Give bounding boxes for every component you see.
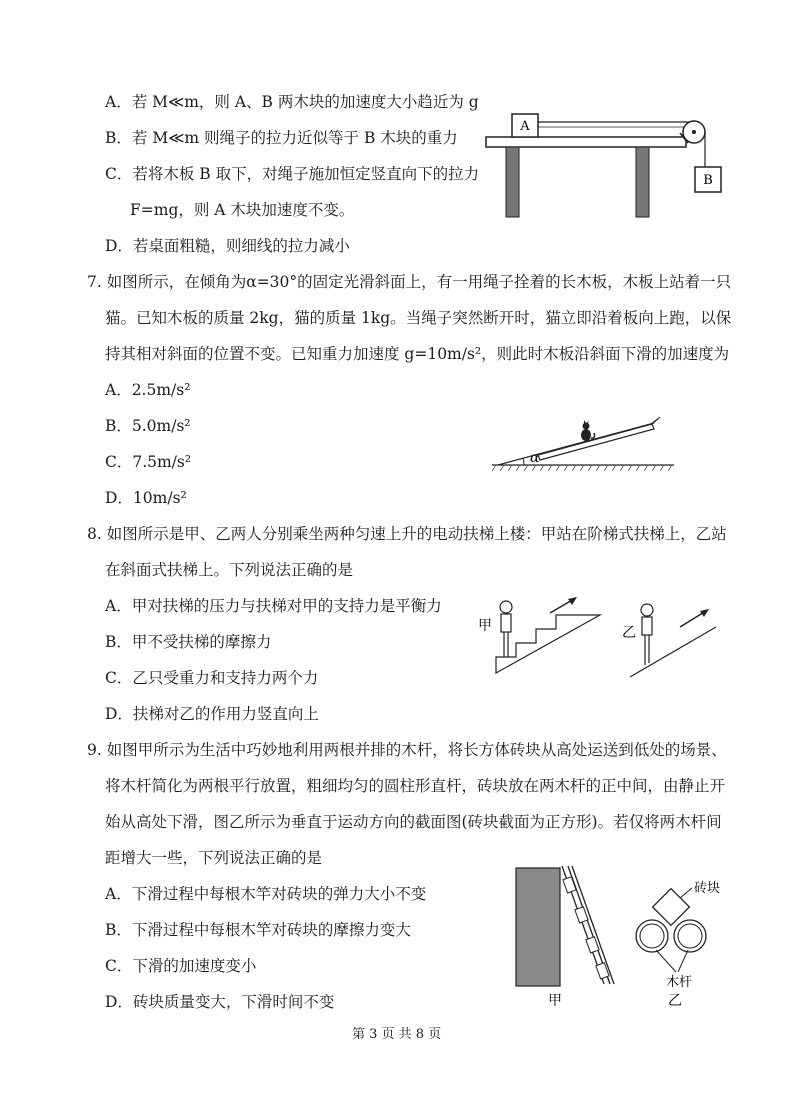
pole-left	[636, 920, 668, 952]
q7-option-c: C．7.5m/s²	[105, 453, 192, 471]
brick-label: 砖块	[694, 881, 721, 896]
q7-option-d: D．10m/s²	[105, 489, 187, 507]
pole-label: 木杆	[666, 975, 693, 990]
q6-figure-table-pulley	[480, 105, 730, 220]
q8-option-a: A．甲对扶梯的压力与扶梯对甲的支持力是平衡力	[105, 597, 442, 615]
q8-option-c: C．乙只受重力和支持力两个力	[105, 669, 319, 687]
angle-alpha-label: α	[530, 450, 540, 466]
q8-figure-escalators	[470, 585, 720, 680]
table-leg-left	[506, 147, 519, 217]
block-b-label: B	[703, 173, 713, 188]
stair-escalator	[496, 615, 600, 673]
wall	[516, 868, 560, 986]
table-top	[486, 137, 686, 147]
angle-arc	[523, 458, 524, 465]
page-footer: 第 3 页 共 8 页	[352, 1027, 442, 1042]
pole-right	[674, 920, 706, 952]
poles-with-bricks	[562, 866, 614, 984]
motion-arrow-jia	[550, 597, 577, 613]
q9-stem-line3: 始从高处下滑，图乙所示为垂直于运动方向的截面图(砖块截面为正方形)。若仅将两木杆间	[105, 813, 722, 831]
figure-jia-caption: 甲	[548, 993, 562, 1009]
q7-stem-line2: 猫。已知木板的质量 2kg，猫的质量 1kg。当绳子突然断开时，猫立即沿着板向上跑，以保	[105, 309, 732, 327]
q9-stem-line4: 距增大一些，下列说法正确的是	[105, 849, 323, 867]
q9-figure-jia	[510, 862, 620, 1010]
q6-option-b: B．若 M≪m 则绳子的拉力近似等于 B 木块的重力	[105, 129, 458, 147]
q9-stem-line1: 9. 如图甲所示为生活中巧妙地利用两根并排的木杆，将长方体砖块从高处运送到低处的场景、	[87, 741, 727, 759]
q7-option-b: B．5.0m/s²	[105, 417, 191, 435]
person-jia	[500, 601, 512, 657]
q8-option-b: B．甲不受扶梯的摩擦力	[105, 633, 272, 651]
block-a-label: A	[520, 119, 530, 134]
q7-figure-incline	[488, 395, 678, 475]
q6-option-c-line1: C．若将木板 B 取下，对绳子施加恒定竖直向下的拉力	[105, 165, 480, 183]
person-yi-label: 乙	[622, 625, 636, 641]
plank	[538, 424, 654, 460]
q8-stem-line2: 在斜面式扶梯上。下列说法正确的是	[105, 561, 354, 579]
person-jia-label: 甲	[478, 618, 492, 634]
q8-stem-line1: 8. 如图所示是甲、乙两人分别乘坐两种匀速上升的电动扶梯上楼：甲站在阶梯式扶梯上，乙站	[87, 525, 727, 543]
q9-option-b: B．下滑过程中每根木竿对砖块的摩擦力变大	[105, 921, 411, 939]
figure-yi-caption: 乙	[668, 993, 682, 1007]
q9-stem-line2: 将木杆简化为两根平行放置，粗细均匀的圆柱形直杆，砖块放在两木杆的正中间，由静止开	[105, 777, 726, 795]
q9-figure-yi	[628, 872, 738, 1007]
q6-option-d: D．若桌面粗糙，则细线的拉力减小	[105, 237, 350, 255]
motion-arrow-yi	[680, 609, 709, 627]
q7-option-a: A．2.5m/s²	[105, 381, 191, 399]
q6-option-a: A．若 M≪m，则 A、B 两木块的加速度大小趋近为 g	[105, 93, 479, 111]
q9-option-a: A．下滑过程中每根木竿对砖块的弹力大小不变	[105, 885, 427, 903]
q9-option-c: C．下滑的加速度变小	[105, 957, 257, 975]
person-yi	[641, 604, 653, 665]
cat	[581, 420, 595, 441]
q6-option-c-line2: F=mg，则 A 木块加速度不变。	[130, 201, 355, 219]
table-leg-right	[636, 147, 649, 217]
q9-option-d: D．砖块质量变大，下滑时间不变	[105, 993, 335, 1011]
ground-hatching	[492, 465, 672, 471]
rope-end	[650, 417, 660, 425]
q7-stem-line1: 7. 如图所示，在倾角为α=30°的固定光滑斜面上，有一用绳子拴着的长木板，木板上站着一只	[87, 273, 732, 291]
q8-option-d: D．扶梯对乙的作用力竖直向上	[105, 705, 319, 723]
q7-stem-line3: 持其相对斜面的位置不变。已知重力加速度 g=10m/s²，则此时木板沿斜面下滑的加速度为	[105, 345, 730, 363]
